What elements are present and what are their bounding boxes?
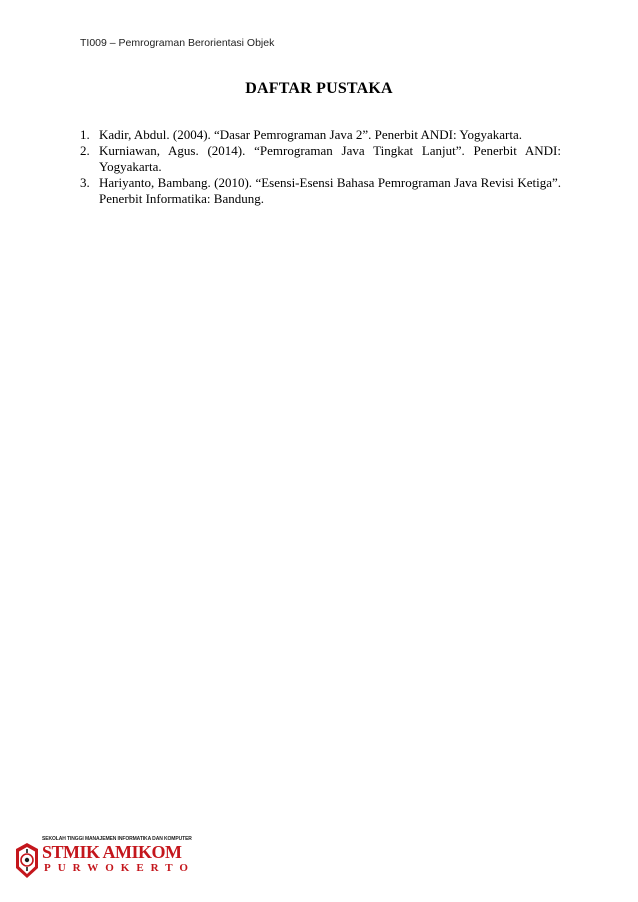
reference-text: Kurniawan, Agus. (2014). “Pemrograman Java Tingkat Lanjut”. Penerbit ANDI: Yogyakarta. [99,143,561,174]
reference-text: Hariyanto, Bambang. (2010). “Esensi-Esensi Bahasa Pemrograman Java Revisi Ketiga”. Penerbit Informatika: Bandung. [99,175,561,206]
reference-list [80,127,561,207]
reference-number: 2. [80,143,90,158]
institution-emblem-icon [14,842,40,880]
reference-text: Kadir, Abdul. (2004). “Dasar Pemrograman Java 2”. Penerbit ANDI: Yogyakarta. [99,127,522,142]
page-header: TI009 – Pemrograman Berorientasi Objek [80,37,275,49]
institution-logo [14,836,195,886]
reference-number: 1. [80,127,90,142]
reference-item [80,175,561,207]
logo-city: PURWOKERTO [44,862,195,874]
reference-number: 3. [80,175,90,190]
page-title: DAFTAR PUSTAKA [245,80,393,97]
logo-name: STMIK AMIKOM [42,842,182,862]
reference-item [80,127,561,143]
logo-subtitle: SEKOLAH TINGGI MANAJEMEN INFORMATIKA DAN KOMPUTER [42,836,192,842]
reference-item [80,143,561,175]
